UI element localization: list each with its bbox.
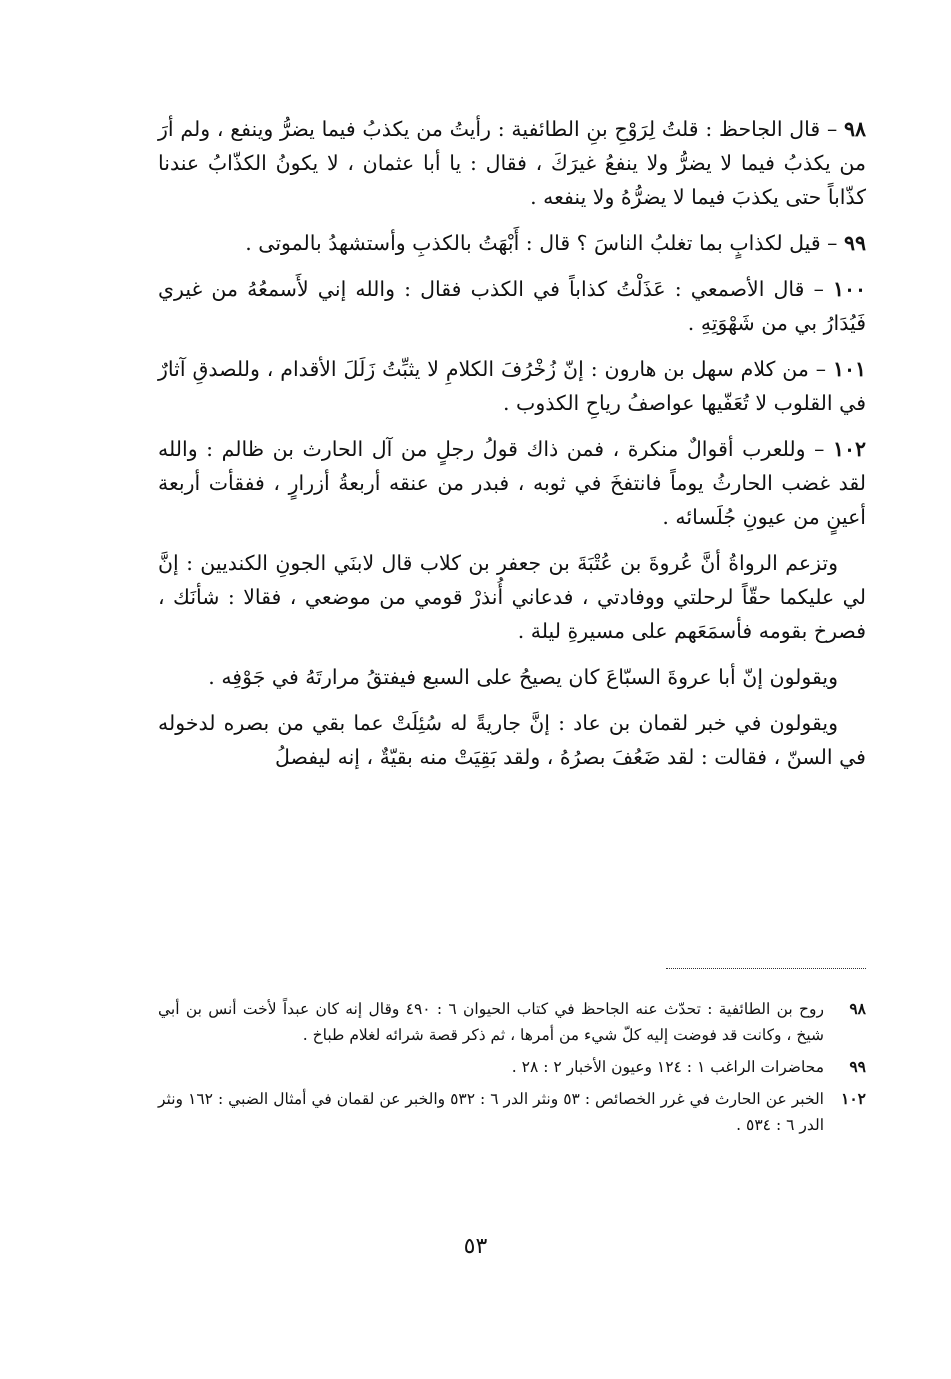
paragraph-number: ٩٨: [843, 117, 866, 141]
paragraph-101: [158, 352, 866, 420]
footnote-number: ٩٩: [849, 1057, 866, 1076]
paragraph-text: – قال الجاحظ : قلتُ لِرَوْحِ بنِ الطائفية : رأيتُ من يكذبُ فيما يضرُّ وينفع ، ولم أرَ من يكذبُ فيما لا يضرُّ ولا ينفعُ غيرَكَ ، فقال : يا أبا عثمان ، لا يكونُ الكذّابُ عندنا كذّاباً حتى يكذبَ فيما لا يضرُّهُ ولا ينفعه .: [158, 117, 866, 209]
footnote-102: [158, 1086, 866, 1138]
footnote-divider: [666, 968, 866, 969]
footnote-text: الخبر عن الحارث في غرر الخصائص : ٥٣ ونثر الدر ٦ : ٥٣٢ والخبر عن لقمان في أمثال الضبي : ١٦٢ ونثر الدر ٦ : ٥٣٤ .: [158, 1090, 824, 1134]
footnote-text: محاضرات الراغب ١ : ١٢٤ وعيون الأخبار ٢ : ٢٨ .: [511, 1058, 824, 1076]
paragraph-number: ١٠٠: [832, 277, 866, 301]
paragraph-text: ويقولون في خبر لقمان بن عاد : إنَّ جاريةً له سُئِلَتْ عما بقي من بصره لدخوله في السنّ ، فقالت : لقد ضَعُفَ بصرُهُ ، ولقد بَقِيَتْ منه بقيّةٌ ، إنه ليفصلُ: [158, 711, 866, 769]
footnote-99: [158, 1054, 866, 1080]
footnote-text: روح بن الطائفية : تحدّث عنه الجاحظ في كتاب الحيوان ٦ : ٤٩٠ وقال إنه كان عبداً لأخت أنس بن أبي شيخ ، وكانت قد فوضت إليه كلّ شيء من أمرها ، ثم ذكر قصة شرائه لغلام طباخ .: [158, 1000, 824, 1044]
footnotes: [158, 996, 866, 1144]
paragraph-number: ٩٩: [843, 231, 866, 255]
paragraph-100: [158, 272, 866, 340]
footnote-number: ١٠٢: [841, 1089, 866, 1108]
paragraph-text: وتزعم الرواةُ أنَّ عُروةَ بن عُتْبَةَ بن جعفر بن كلاب قال لابنَي الجونِ الكنديين : إنَّ لي عليكما حقّاً لرحلتي ووفادتي ، فدعاني أُنذرْ قومي من موضعي ، فقالا : شأنَك ، فصرخ بقومه فأسمَعَهم على مسيرةِ ليلة .: [158, 551, 866, 643]
paragraph-text: – وللعرب أقوالٌ منكرة ، فمن ذاك قولُ رجلٍ من آل الحارث بن ظالم : والله لقد غضب الحارثُ يوماً فانتفخَ في ثوبه ، فبدر من عنقه أربعةُ أزرارٍ ، ففقأت أربعة أعينٍ من عيونِ جُلَسائه .: [158, 437, 866, 529]
paragraph-abu-urwa: [158, 660, 866, 694]
main-text: [158, 112, 866, 786]
paragraph-text: – من كلام سهل بن هارون : إنّ زُخْرُفَ الكلامِ لا يثبِّتُ زَلَلَ الأقدام ، وللصدقِ آثارٌ في القلوب لا تُعَفّيها عواصفُ رياحِ الكذوب .: [158, 357, 866, 415]
footnote-98: [158, 996, 866, 1048]
paragraph-102: [158, 432, 866, 534]
paragraph-luqman: [158, 706, 866, 774]
paragraph-99: [158, 226, 866, 260]
paragraph-number: ١٠٢: [832, 437, 866, 461]
footnote-number: ٩٨: [849, 999, 866, 1018]
paragraph-text: – قيل لكذابٍ بما تغلبُ الناسَ ؟ قال : أَبْهَتُ بالكذبِ وأستشهدُ بالموتى .: [245, 231, 838, 255]
paragraph-98: [158, 112, 866, 214]
paragraph-number: ١٠١: [832, 357, 866, 381]
paragraph-text: ويقولون إنّ أبا عروةَ السبّاعَ كان يصيحُ على السبع فيفتقُ مرارتَهُ في جَوْفِه .: [208, 665, 838, 689]
paragraph-text: – قال الأصمعي : عَذَلْتُ كذاباً في الكذب فقال : والله إني لأَسمعُهُ من غيري فَيُدَارُ بي من شَهْوَتِهِ .: [158, 277, 866, 335]
paragraph-urwa: [158, 546, 866, 648]
page-number: ٥٣: [463, 1234, 488, 1259]
